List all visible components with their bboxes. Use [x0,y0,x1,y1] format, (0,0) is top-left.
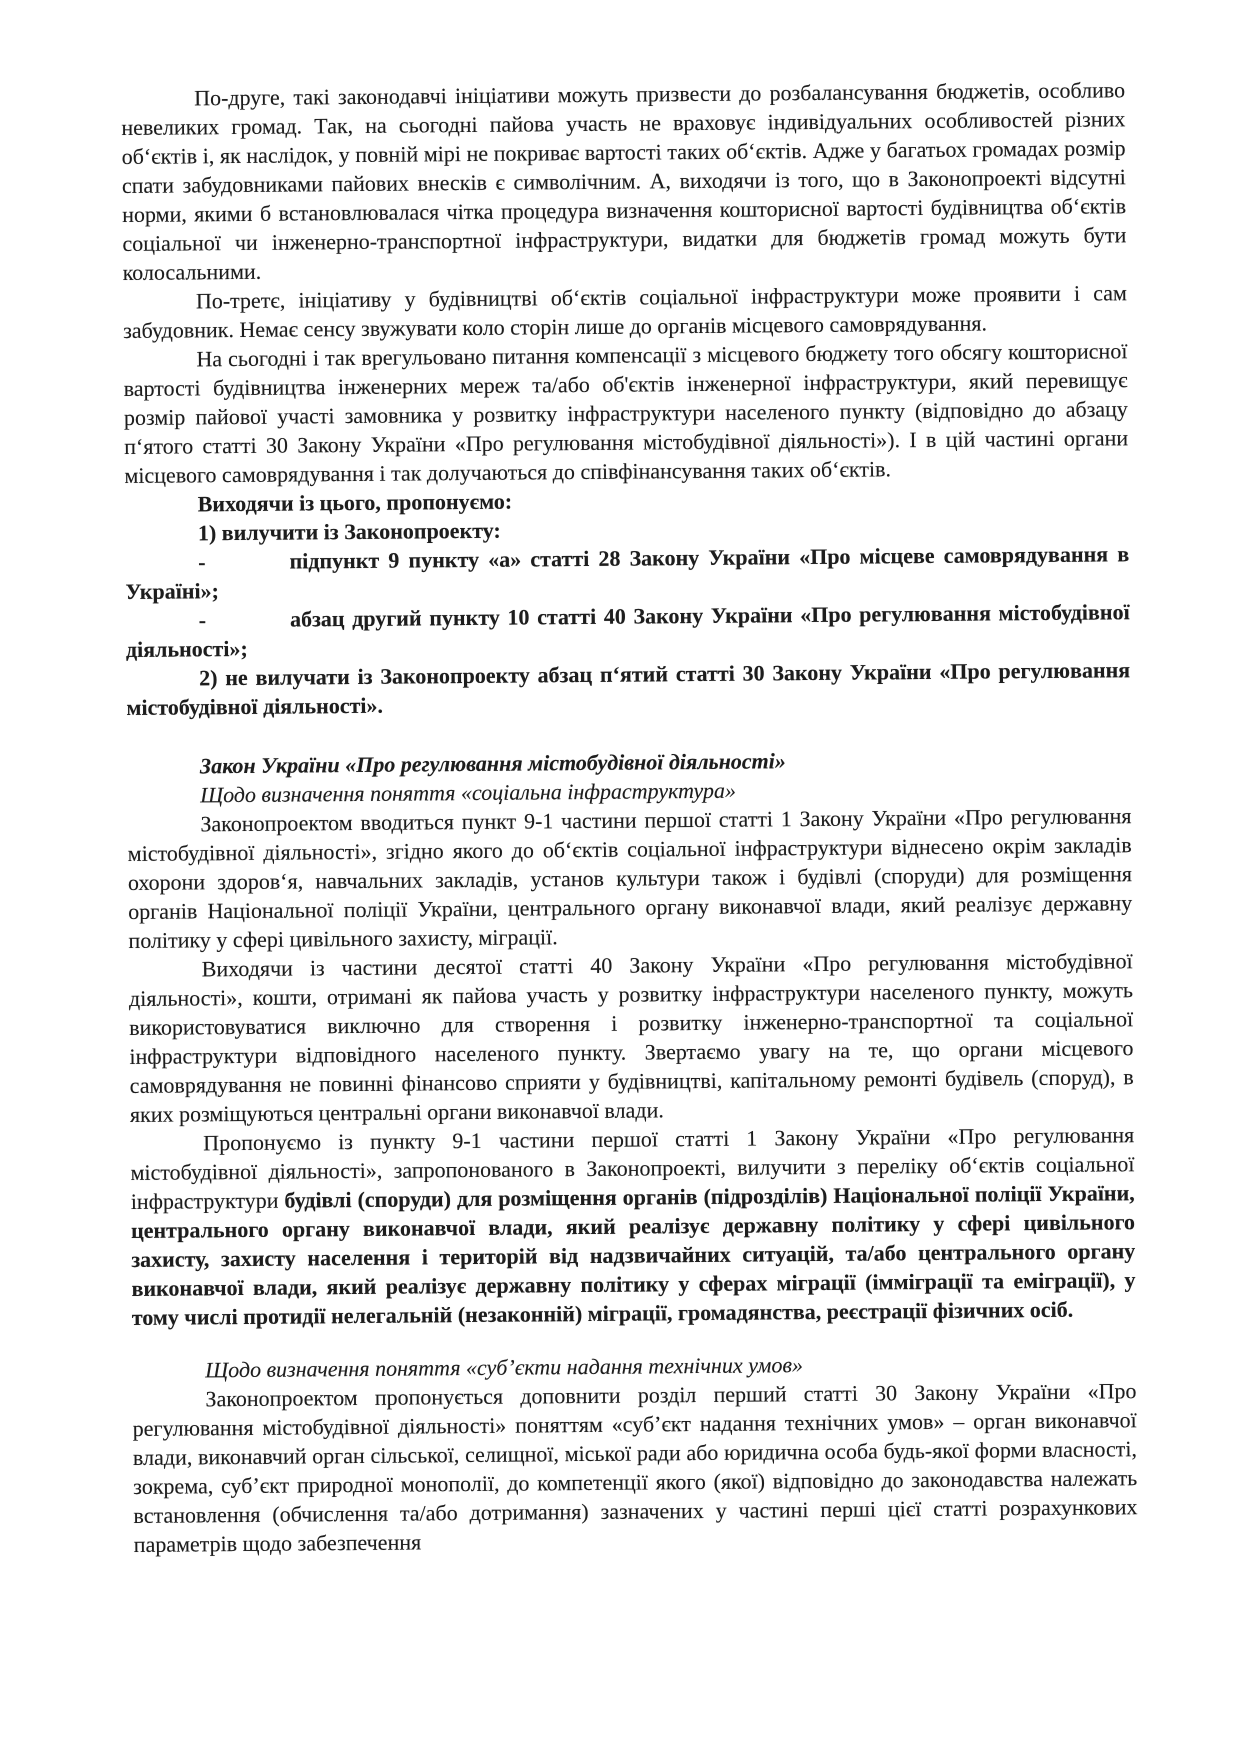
bullet-dash: - [198,549,206,575]
document-text-block [121,75,1138,1559]
proposal-item-2: 2) не вилучати із Законопроекту абзац п‘ятий статті 30 Закону України «Про регулювання містобудівної діяльності». [126,657,1131,720]
paragraph-propose-exclude-bold: будівлі (споруди) для розміщення органів (підрозділів) Національної поліції України, центрального органу виконавчої влади, який реалізує державну політику у сфері цивільного захисту, захисту населення і територій від надзвичайних ситуацій, та/або центрального органу виконавчої влади, який реалізує державну політику у сферах міграції (імміграції та еміграції), у тому числі протидії нелегальній (незаконній) міграції, громадянства, реєстрації фізичних осіб. [130,1180,1136,1330]
bullet-item-2 [126,597,1130,664]
law-section-title: Закон України «Про регулювання містобудівної діяльності» [199,748,786,779]
paragraph-propose-exclude [130,1120,1136,1332]
paragraph-draft-point-9-1: Законопроектом вводиться пункт 9-1 частини першої статті 1 Закону України «Про регулювання містобудівної діяльності», згідно якого до об‘єктів соціальної інфраструктури віднесено окрім закладів охорони здоров‘я, навчальних закладів, установ культури також і будівлі (споруди) для розміщення органів Національної поліції України, центрального органу виконавчої влади, який реалізує державну політику у сфері цивільного захисту, міграції. [127,803,1133,953]
bullet-item-2-text: абзац другий пункту 10 статті 40 Закону України «Про регулювання містобудівної діяльності»; [125,599,1130,662]
bullet-item-1 [125,539,1129,606]
bullet-tab-spacer [206,627,290,628]
paragraph-thirdly: По-третє, ініціативу у будівництві об‘єктів соціальної інфраструктури може проявити і сам забудовник. Немає сенсу звужувати коло сторін лише до органів місцевого самоврядування. [123,280,1127,343]
paragraph-secondly: По-друге, такі законодавчі ініціативи можуть призвести до розбалансування бюджетів, особливо невеликих громад. Так, на сьогодні пайова участь не враховує індивідуальних особливостей різних об‘єктів і, як наслідок, у повній мірі не покриває вартості таких об‘єктів. Адже у багатьох громадах розмір спати забудовниками пайових внесків є символічним. А, виходячи із того, що в Законопроекті відсутні норми, якими б встановлювалася чітка процедура визначення кошторисної вартості будівництва об‘єктів соціальної чи інженерно-транспортної інфраструктури, видатки для бюджетів громад можуть бути колосальними. [121,77,1127,285]
bullet-tab-spacer [206,569,290,570]
subsection-technical-conditions: Щодо визначення поняття «суб’єкти надання технічних умов» [205,1352,804,1383]
bullet-dash: - [198,607,207,633]
proposal-intro: Виходячи із цього, пропонуємо: [197,488,513,517]
subsection-social-infrastructure: Щодо визначення поняття «соціальна інфраструктура» [200,777,736,808]
bullet-item-1-text: підпункт 9 пункту «а» статті 28 Закону України «Про місцеве самоврядування в Україні»; [125,541,1130,604]
paragraph-technical-conditions: Законопроектом пропонується доповнити розділ перший статті 30 Закону України «Про регулювання містобудівної діяльності» поняттям «суб’єкт надання технічних умов» – орган виконавчої влади, виконавчий орган сільської, селищної, міської ради або юридична особа будь-якої форми власності, зокрема, суб’єкт природної монополії, до компетенції якого (якої) відповідно до законодавства належать встановлення (обчислення та/або дотримання) зазначених у частині перші цієї статті розрахункових параметрів щодо забезпечення [132,1378,1138,1557]
proposal-item-1: 1) вилучити із Законопроекту: [197,517,501,546]
paragraph-compensation: На сьогодні і так врегульовано питання компенсації з місцевого бюджету того обсягу кошторисної вартості будівництва інженерних мереж та/або об'єктів інженерної інфраструктури, який перевищує розмір пайової участі замовника у розвитку інфраструктури населеного пункту (відповідно до абзацу п‘ятого статті 30 Закону України «Про регулювання містобудівної діяльності»). І в цій частині органи місцевого самоврядування і так долучаються до співфінансування таких об‘єктів. [123,338,1129,488]
paragraph-part-ten-article-40: Виходячи із частини десятої статті 40 Закону України «Про регулювання містобудівної діяльності», кошти, отримані як пайова участь у розвитку інфраструктури населеного пункту, можуть використовуватися виключно для створення і розвитку інженерно-транспортної та соціальної інфраструктури відповідного населеного пункту. Звертаємо увагу на те, що органи місцевого самоврядування не повинні фінансово сприяти у будівництві, капітальному ремонті будівель (споруд), в яких розміщуються центральні органи виконавчої влади. [128,948,1134,1127]
paragraph-propose-exclude-normal: Пропонуємо із пункту 9-1 частини першої статті 1 Закону України «Про регулювання містобудівної діяльності», запропонованого в Законопроекті, вилучити з переліку об‘єктів соціальної інфраструктури [130,1122,1135,1214]
